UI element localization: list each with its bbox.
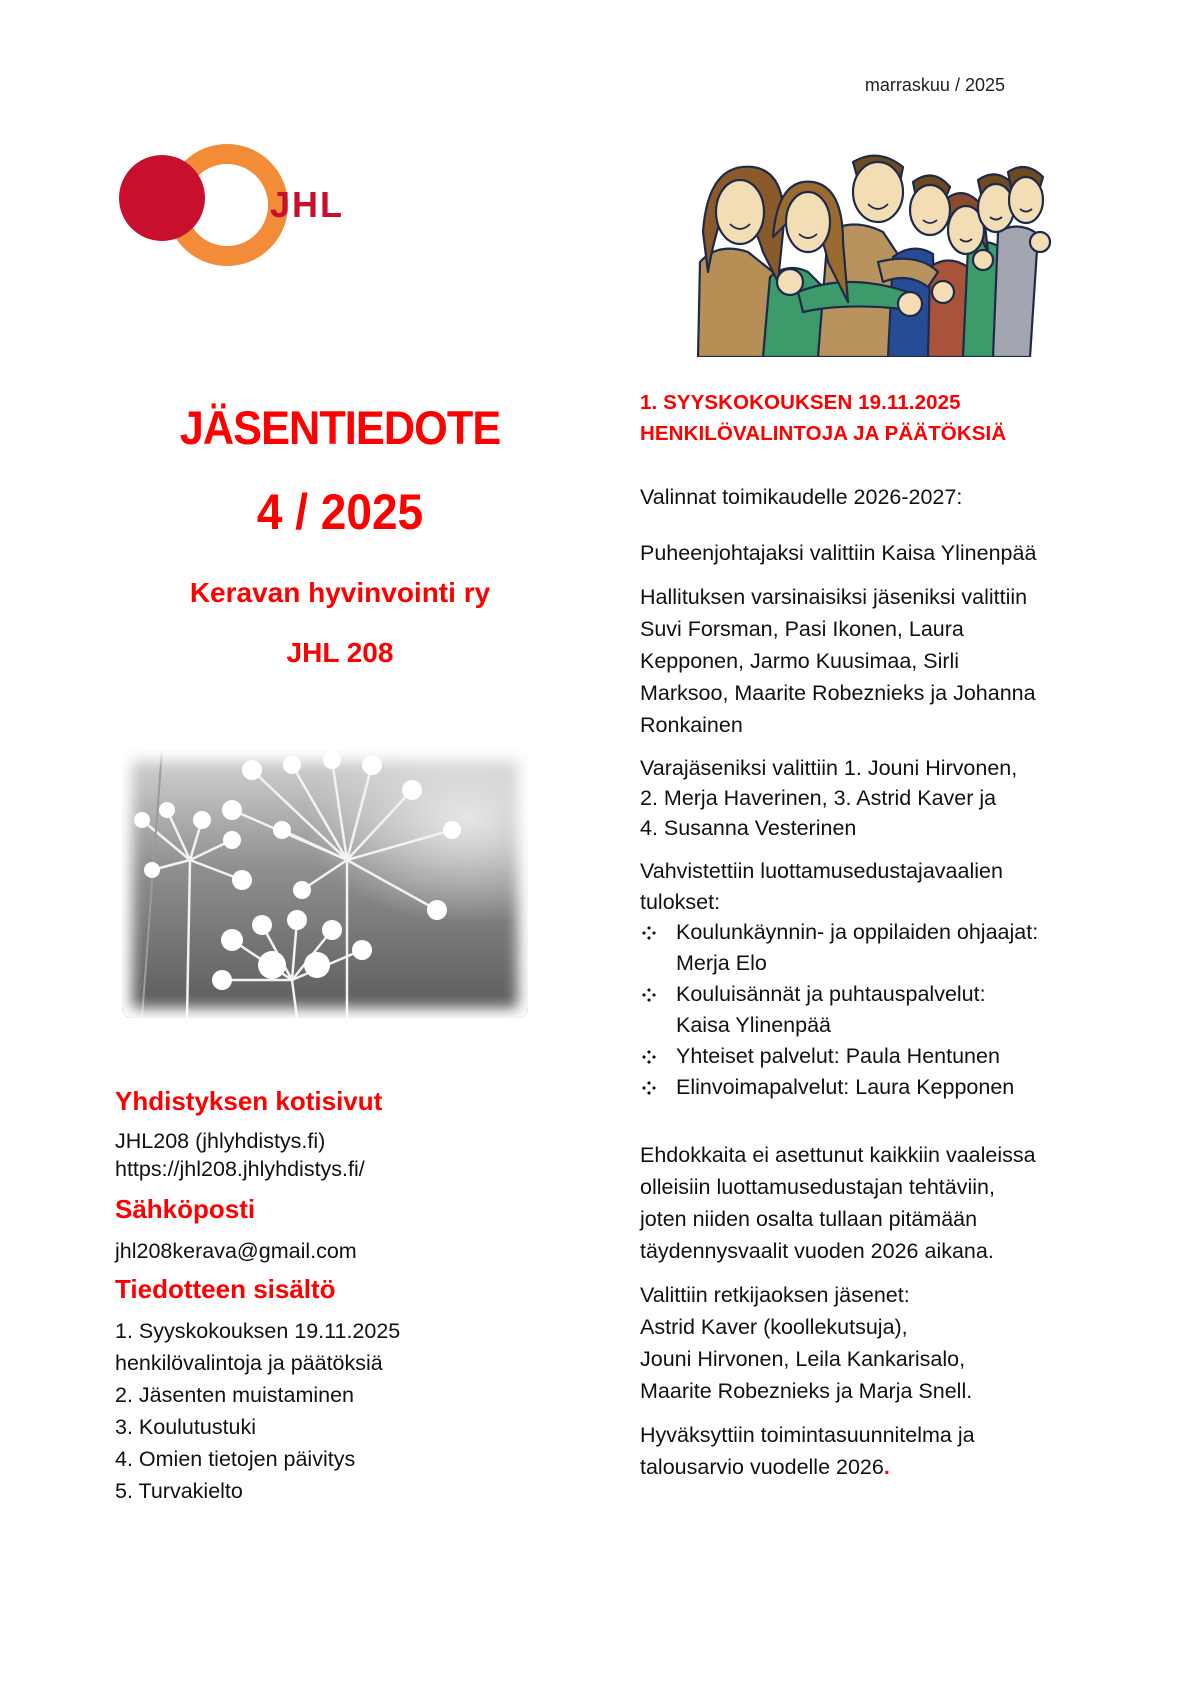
diamond-bullet-icon: [642, 1050, 656, 1064]
homepage-url[interactable]: https://jhl208.jhlyhdistys.fi/: [115, 1157, 365, 1181]
result-item-line1: Kouluisännät ja puhtauspalvelut:: [676, 982, 986, 1006]
deputies-line: 4. Susanna Vesterinen: [640, 816, 857, 840]
article-column: [640, 387, 1110, 1483]
title-block: [140, 400, 540, 670]
budget-line1: Hyväksyttiin toimintasuunnitelma ja: [640, 1423, 975, 1447]
diamond-bullet-icon: [642, 1081, 656, 1095]
result-item-line2: Merja Elo: [676, 951, 767, 975]
contents-item: 3. Koulutustuki: [115, 1415, 257, 1439]
contents-item: 1. Syyskokouksen 19.11.2025: [115, 1319, 401, 1343]
budget-line2-text: talousarvio vuodelle 2026: [640, 1455, 884, 1479]
trip-committee-line: Jouni Hirvonen, Leila Kankarisalo,: [640, 1347, 966, 1371]
deputies-line: 2. Merja Haverinen, 3. Astrid Kaver ja: [640, 786, 997, 810]
article-intro: Valinnat toimikaudelle 2026-2027:: [640, 485, 963, 509]
candidates-line: Ehdokkaita ei asettunut kaikkiin vaaleissa: [640, 1143, 1036, 1167]
issue-number: 4 / 2025: [256, 484, 424, 540]
homepage-heading: Yhdistyksen kotisivut: [115, 1086, 383, 1116]
candidates-line: olleisiin luottamusedustajan tehtäviin,: [640, 1175, 995, 1199]
jhl-logo: [112, 140, 392, 270]
article-heading-line2: HENKILÖVALINTOJA JA PÄÄTÖKSIÄ: [640, 422, 1007, 445]
result-item: [640, 1072, 1110, 1103]
organization-name: Keravan hyvinvointi ry: [189, 577, 491, 608]
results-intro-line: tulokset:: [640, 890, 721, 914]
homepage-link-name[interactable]: JHL208 (jhlyhdistys.fi): [115, 1129, 326, 1153]
trip-committee-line: Valittiin retkijaoksen jäsenet:: [640, 1283, 910, 1307]
contents-item: 5. Turvakielto: [115, 1479, 243, 1503]
email-address[interactable]: jhl208kerava@gmail.com: [115, 1239, 357, 1263]
info-column: [115, 1085, 585, 1507]
results-intro-line: Vahvistettiin luottamusedustajavaalien: [640, 859, 1003, 883]
budget-line2: [640, 1451, 1110, 1483]
result-item: [640, 917, 1110, 979]
result-item: [640, 1041, 1110, 1072]
deputies-line: Varajäseniksi valittiin 1. Jouni Hirvonen,: [640, 756, 1018, 780]
result-item-line1: Koulunkäynnin- ja oppilaiden ohjaajat:: [676, 920, 1039, 944]
budget-red-period: .: [883, 1455, 890, 1479]
chair-election: Puheenjohtajaksi valittiin Kaisa Ylinenpää: [640, 541, 1037, 565]
contents-heading: Tiedotteen sisältö: [115, 1274, 336, 1304]
board-line: Suvi Forsman, Pasi Ikonen, Laura: [640, 617, 964, 641]
result-item-line1: Yhteiset palvelut: Paula Hentunen: [676, 1044, 1000, 1068]
board-line: Hallituksen varsinaisiksi jäseniksi valittiin: [640, 585, 1028, 609]
trip-committee-line: Maarite Robeznieks ja Marja Snell.: [640, 1379, 973, 1403]
unit-name: JHL 208: [286, 637, 394, 668]
logo-red-circle: [119, 155, 205, 241]
result-item-line2: Kaisa Ylinenpää: [676, 1013, 832, 1037]
diamond-bullet-icon: [642, 926, 656, 940]
result-item: [640, 979, 1110, 1041]
trip-committee-line: Astrid Kaver (koollekutsuja),: [640, 1315, 908, 1339]
email-heading: Sähköposti: [115, 1194, 256, 1224]
result-item-line1: Elinvoimapalvelut: Laura Kepponen: [676, 1075, 1015, 1099]
candidates-line: joten niiden osalta tullaan pitämään: [640, 1207, 978, 1231]
contents-item: 2. Jäsenten muistaminen: [115, 1383, 355, 1407]
article-heading-line1: 1. SYYSKOKOUKSEN 19.11.2025: [640, 391, 961, 414]
group-thumbs-up-illustration: [678, 142, 1078, 357]
issue-date: marraskuu / 2025: [864, 75, 1005, 95]
board-line: Kepponen, Jarmo Kuusimaa, Sirli: [640, 649, 960, 673]
board-line: Ronkainen: [640, 713, 743, 737]
frosted-plant-photo: [122, 750, 528, 1018]
logo-text: JHL: [270, 184, 345, 225]
board-line: Marksoo, Maarite Robeznieks ja Johanna: [640, 681, 1036, 705]
contents-item: 4. Omien tietojen päivitys: [115, 1447, 356, 1471]
newsletter-title: JÄSENTIEDOTE: [179, 401, 501, 454]
diamond-bullet-icon: [642, 988, 656, 1002]
candidates-line: täydennysvaalit vuoden 2026 aikana.: [640, 1239, 994, 1263]
contents-item: henkilövalintoja ja päätöksiä: [115, 1351, 383, 1375]
